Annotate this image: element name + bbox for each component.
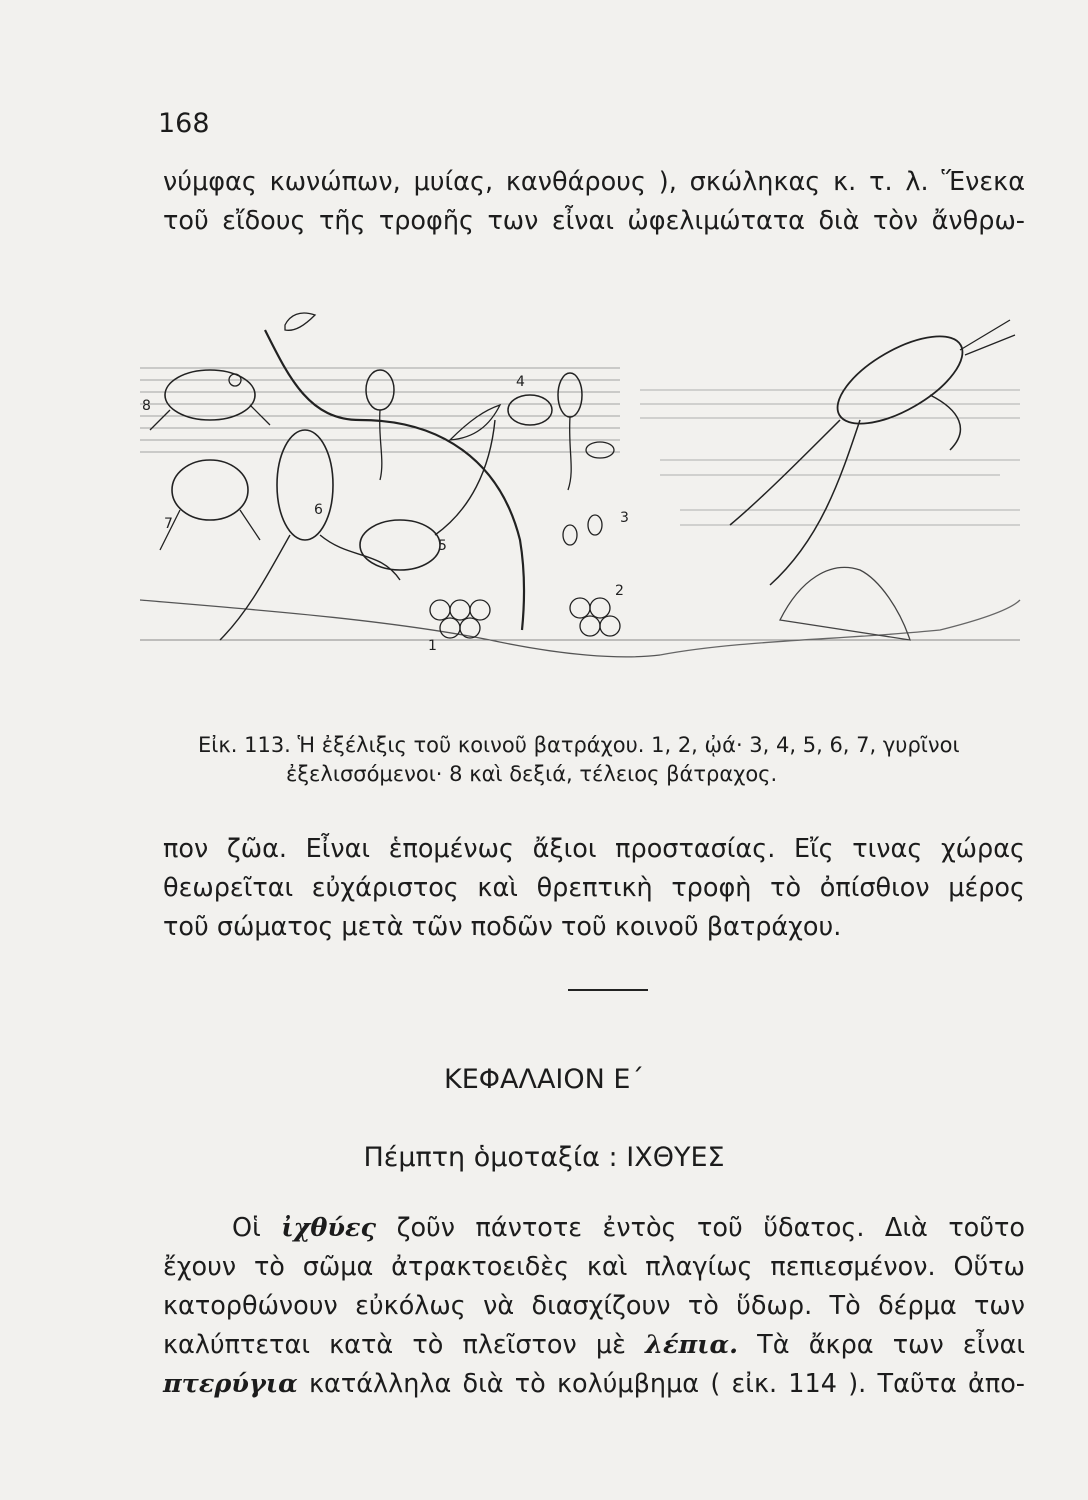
figure-label: 5: [438, 538, 447, 554]
paragraph-line: [163, 1329, 1025, 1361]
text-run: Οἱ: [232, 1213, 282, 1243]
emphasis-term: ἰχθύες: [281, 1213, 377, 1243]
text-line: θεωρεῖται εὐχάριστος καὶ θρεπτικὴ τροφὴ τὸ ὀπίσθιον μέρος: [163, 873, 1025, 903]
text-line: νύμφας κωνώπων, μυίας, κανθάρους ), σκώληκας κ. τ. λ. Ἕνεκα: [163, 167, 1025, 197]
emphasis-term: πτερύγια: [163, 1369, 298, 1399]
emphasis-term: λέπια.: [645, 1330, 738, 1360]
frog-development-illustration: [140, 310, 1030, 690]
paragraph-line: ἔχουν τὸ σῶμα ἀτρακτοειδὲς καὶ πλαγίως πεπιεσμένον. Οὕτω: [163, 1252, 1025, 1282]
paragraph-line: [163, 1368, 1025, 1400]
text-line: τοῦ σώματος μετὰ τῶν ποδῶν τοῦ κοινοῦ βατράχου.: [163, 912, 842, 942]
text-run: ζοῦν πάντοτε ἐντὸς τοῦ ὕδατος. Διὰ τοῦτο: [376, 1213, 1025, 1243]
text-line: τοῦ εἴδους τῆς τροφῆς των εἶναι ὠφελιμώτατα διὰ τὸν ἄνθρω-: [163, 206, 1025, 236]
paragraph-line: [232, 1212, 1025, 1244]
section-title: Πέμπτη ὁμοταξία : ΙΧΘΥΕΣ: [363, 1142, 725, 1173]
paragraph-line: κατορθώνουν εὐκόλως νὰ διασχίζουν τὸ ὕδωρ. Τὸ δέρμα των: [163, 1291, 1025, 1321]
figure-caption: Εἰκ. 113. Ἡ ἐξέλιξις τοῦ κοινοῦ βατράχου. 1, 2, ᾠά· 3, 4, 5, 6, 7, γυρῖνοι: [198, 733, 960, 757]
text-run: καλύπτεται κατὰ τὸ πλεῖστον μὲ: [163, 1330, 646, 1360]
chapter-title: ΚΕΦΑΛΑΙΟΝ Ε΄: [444, 1064, 644, 1095]
section-divider: [568, 989, 648, 991]
page-number: 168: [158, 108, 210, 139]
illustration-svg: [140, 310, 1030, 690]
figure-label: 6: [314, 502, 323, 518]
figure-label: 3: [620, 510, 629, 526]
figure-label: 8: [142, 398, 151, 414]
text-run: Τὰ ἄκρα των εἶναι: [737, 1330, 1026, 1360]
figure-caption: ἐξελισσόμενοι· 8 καὶ δεξιά, τέλειος βάτραχος.: [286, 762, 778, 786]
figure-label: 4: [516, 374, 525, 390]
figure-label: 2: [615, 583, 624, 599]
figure-label: 1: [428, 638, 437, 654]
text-run: κατάλληλα διὰ τὸ κολύμβημα ( εἰκ. 114 ). Ταῦτα ἀπο-: [297, 1369, 1025, 1399]
text-line: πον ζῶα. Εἶναι ἑπομένως ἄξιοι προστασίας. Εἴς τινας χώρας: [163, 834, 1025, 864]
figure-label: 7: [164, 516, 173, 532]
